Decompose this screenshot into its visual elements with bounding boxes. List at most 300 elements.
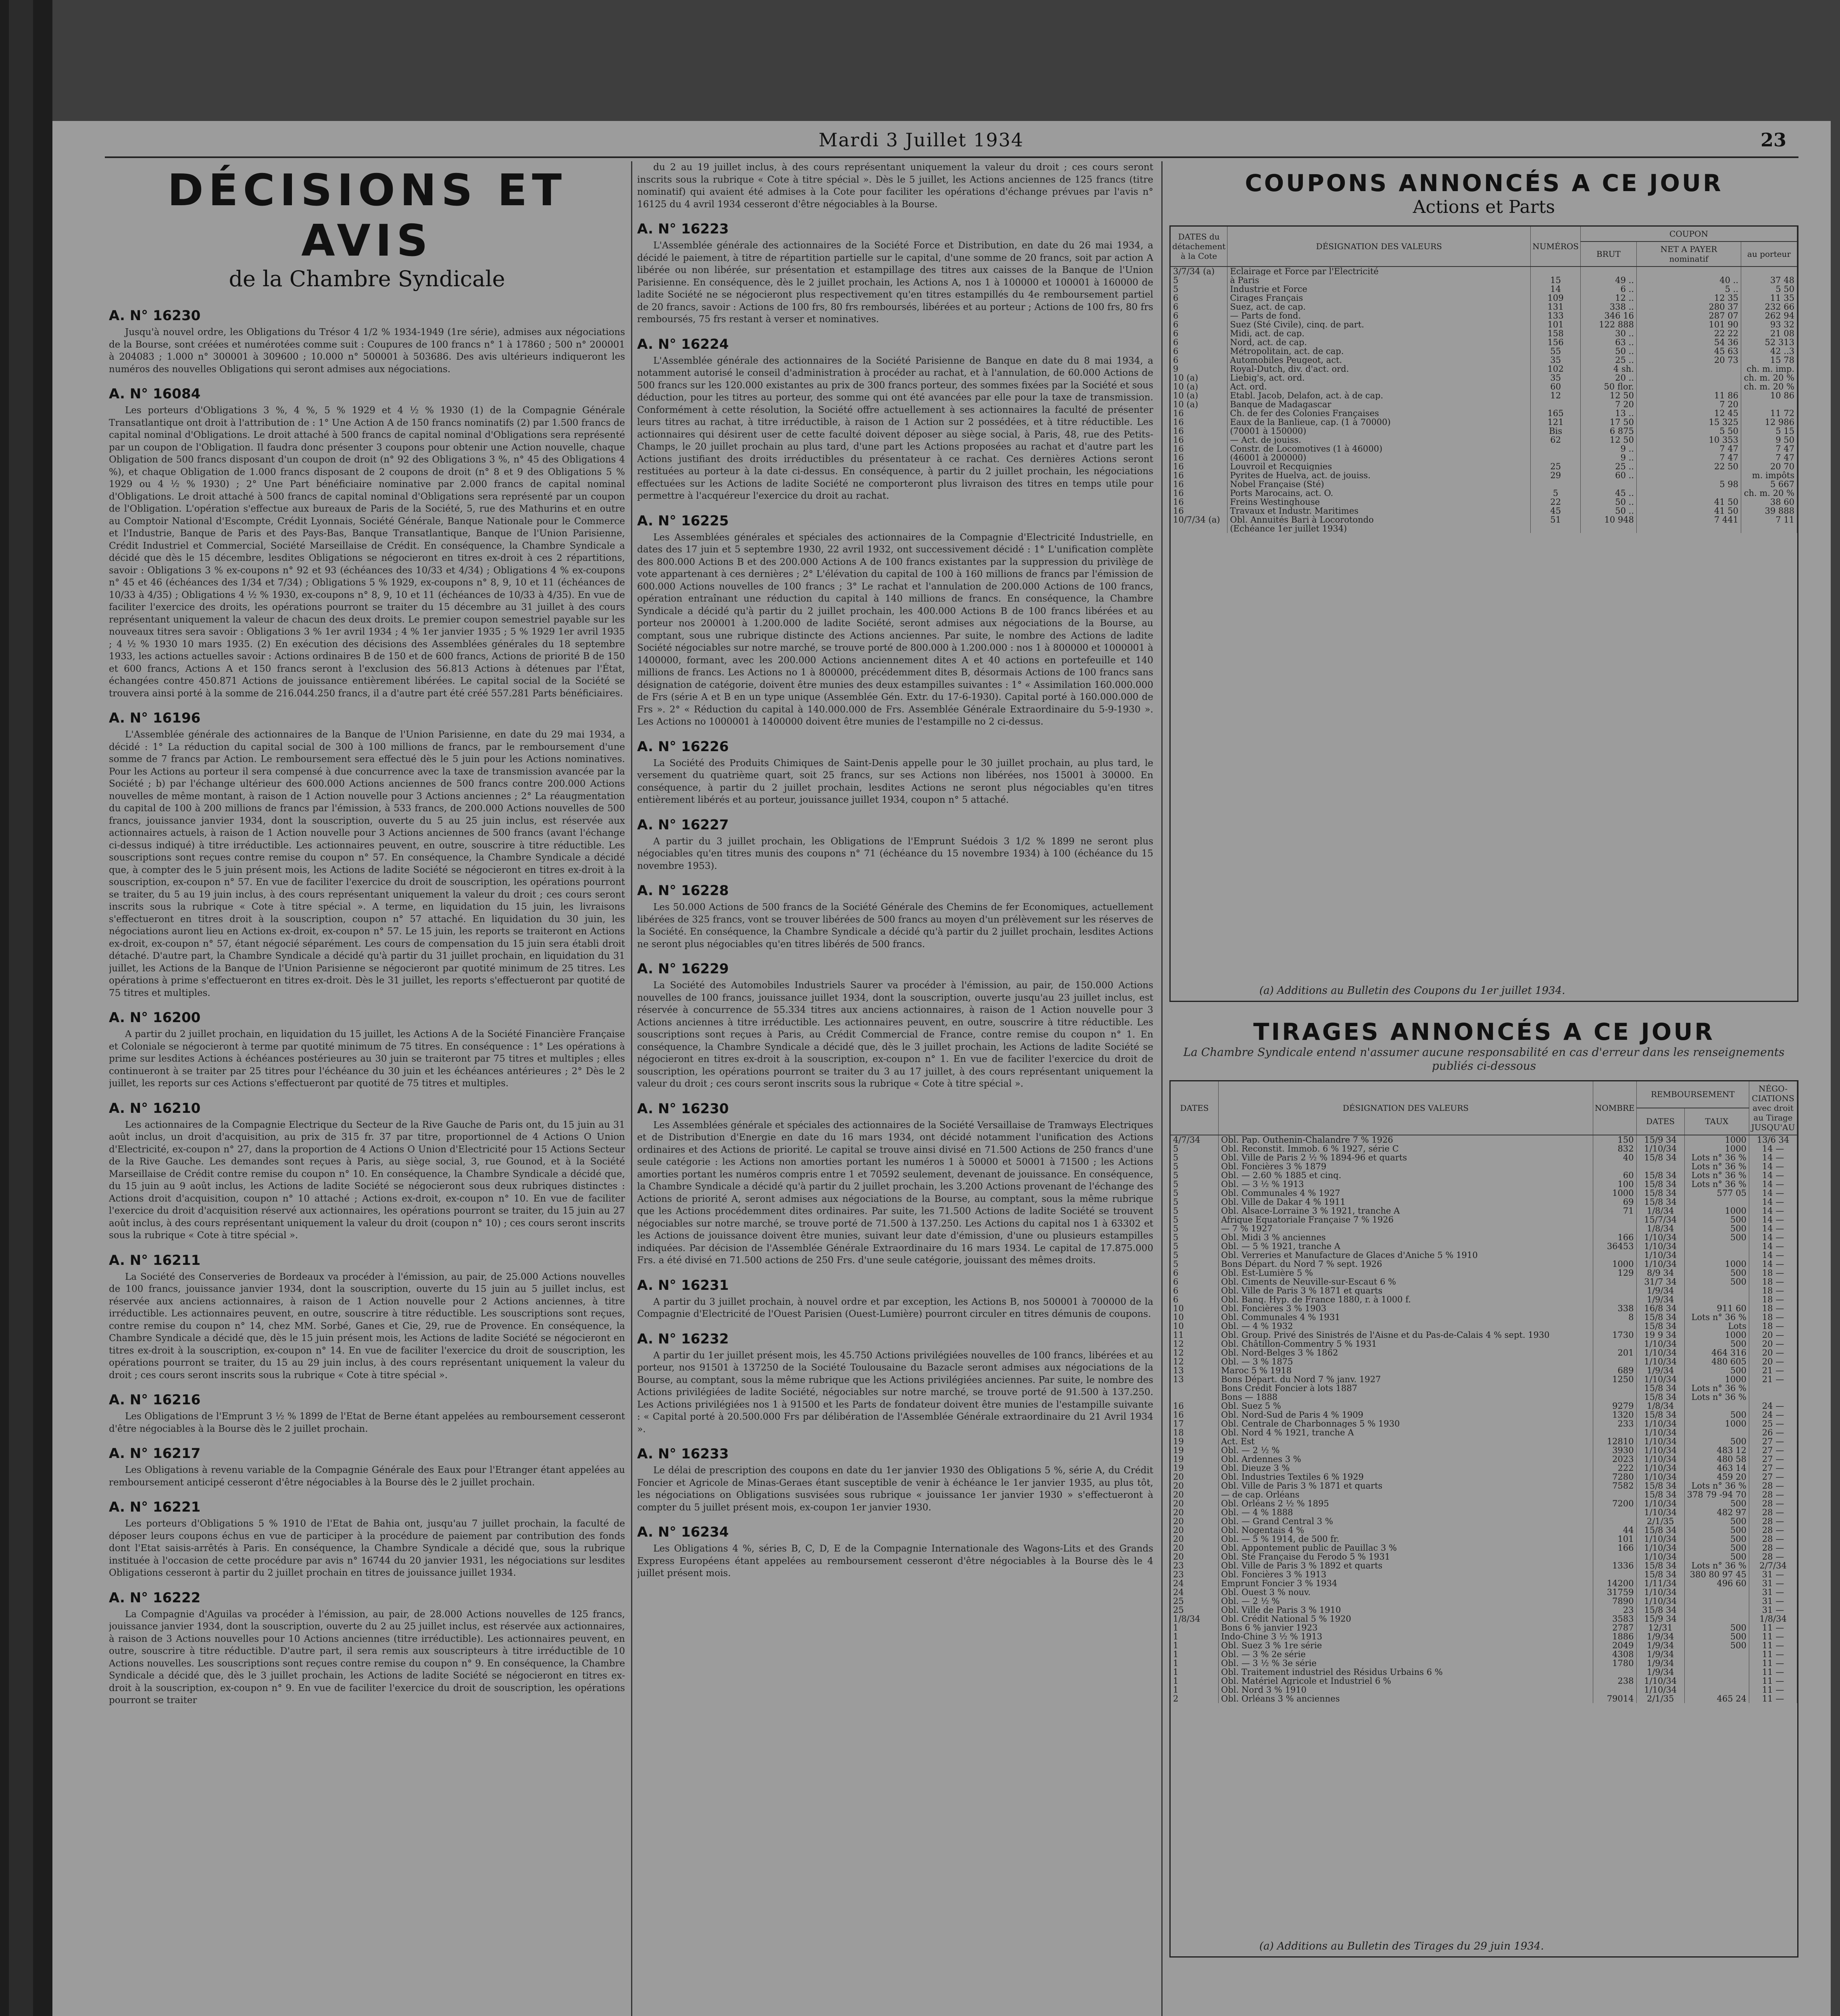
cell-designation: (70001 à 150000): [1227, 427, 1531, 435]
book-binding: [0, 0, 52, 2016]
cell-neg: 14 —: [1749, 1198, 1797, 1206]
cell-designation: Obl. — 3 % 2e série: [1219, 1650, 1593, 1659]
cell-neg: 14 —: [1749, 1180, 1797, 1189]
cell-nombre: 44: [1593, 1526, 1636, 1535]
table-row: [1171, 1251, 1797, 1260]
cell-neg: 28 —: [1749, 1526, 1797, 1535]
cell-date: 16: [1171, 427, 1227, 435]
table-row: [1171, 1543, 1797, 1552]
table-row: [1171, 1242, 1797, 1251]
notice-number: A. N° 16210: [109, 1100, 201, 1116]
cell-date: 19: [1171, 1446, 1219, 1455]
cell-num: Bis: [1531, 427, 1581, 435]
table-row: [1171, 320, 1797, 329]
cell-neg: 11 —: [1749, 1685, 1797, 1694]
cell-nominatif: 40 ..: [1637, 276, 1741, 285]
cell-brut: 7 20: [1581, 400, 1637, 409]
cell-date_r: 1/10/34: [1636, 1588, 1684, 1597]
cell-num: 109: [1531, 294, 1581, 302]
cell-taux: Lots n° 36 %: [1684, 1561, 1749, 1570]
notice: [637, 883, 1153, 950]
cell-date: 6: [1171, 329, 1227, 338]
table-row: [1171, 1552, 1797, 1561]
cell-designation: Obl. Ardennes 3 %: [1219, 1455, 1593, 1464]
notice-text: Les Obligations de l'Emprunt 3 ½ % 1899 de l'Etat de Berne étant appelées au remboursement cesseront d'être négociables à la Bourse dès le 2 juillet prochain.: [109, 1411, 625, 1434]
cell-date: 1: [1171, 1641, 1219, 1650]
cell-date_r: 2/1/35: [1636, 1517, 1684, 1526]
cell-designation: Bons 6 % janvier 1923: [1219, 1623, 1593, 1632]
cell-taux: 465 24: [1684, 1694, 1749, 1703]
cell-taux: [1684, 1650, 1749, 1659]
cell-taux: 500: [1684, 1224, 1749, 1233]
cell-designation: Travaux et Industr. Maritimes: [1227, 506, 1531, 515]
cell-neg: 11 —: [1749, 1677, 1797, 1685]
table-row: [1171, 409, 1797, 418]
cell-nominatif: 22 22: [1637, 329, 1741, 338]
cell-porteur: ch. m. 20 %: [1741, 382, 1797, 391]
notice-number: A. N° 16230: [109, 308, 201, 324]
table-row: [1171, 1322, 1797, 1331]
cell-date_r: 15/8 34: [1636, 1481, 1684, 1490]
cell-date: 12: [1171, 1348, 1219, 1357]
cell-nominatif: [1637, 489, 1741, 498]
cell-neg: 18 —: [1749, 1277, 1797, 1286]
tirages-disclaimer: La Chambre Syndicale entend n'assumer aucune responsabilité en cas d'erreur dans les renseignements publiés ci-dessous: [1183, 1045, 1785, 1073]
notice-text: L'Assemblée générale des actionnaires de la Société Parisienne de Banque en date du 8 mai 1934, a notamment autorisé le conseil d'administration à procéder au rachat, et à l'annulation, de 60.000 Actions de 500 francs sur les 120.000 existantes au prix de 300 francs porteur, des sommes fixées par la Société et sous déduction, pour les titres au porteur, des somme qui ont été avancées par elle pour la taxe de transmission. Conformément à cette résolution, la Société offre actuellement à ses actionnaires la faculté de présenter leurs titres au rachat, à titre irréductible, à raison de 1 Action sur 2 possédées, et à titre réductible. Les actionnaires qui désirent user de cette faculté doivent déposer au siège social, à Paris, 48, rue des Petits-Champs, le 20 juillet prochain au plus tard, d'une part les Actions proposées au rachat et d'autre part les Actions justifiant des droits irréductibles du présentateur à ce rachat. Ces dernières Actions seront restituées au porteur à la date ci-dessus. En conséquence, à partir du 2 juillet prochain, les négociations effectuées sur les Actions de ladite Société ne comporteront plus livraison des titres en temps utile pour permettre à l'acquéreur l'exercice du droit au rachat.: [637, 355, 1153, 501]
notice-number: A. N° 16233: [637, 1446, 729, 1462]
cell-neg: 27 —: [1749, 1464, 1797, 1472]
cell-taux: 500: [1684, 1526, 1749, 1535]
cell-date_r: 1/10/34: [1636, 1677, 1684, 1685]
cell-designation: Eclairage et Force par l'Electricité: [1227, 267, 1531, 276]
table-row: [1171, 1162, 1797, 1171]
cell-porteur: 37 48: [1741, 276, 1797, 285]
cell-date: 20: [1171, 1517, 1219, 1526]
cell-designation: Obl. Dieuze 3 %: [1219, 1464, 1593, 1472]
table-row: [1171, 1384, 1797, 1393]
continued-notice-text: du 2 au 19 juillet inclus, à des cours représentant uniquement la valeur du droit ; ces cours seront inscrits sous la rubrique « Cote à titre spécial ». Dès le 5 juillet, les Actions anciennes de 125 francs (titre nominatif) qui avaient été admises à la Cote pour faciliter les opérations d'échange prévues par l'avis n° 16125 du 4 avril 1934 cesseront d'être négociables à la Bourse.: [637, 162, 1153, 210]
cell-designation: Obl. Ville de Paris 3 % 1910: [1219, 1606, 1593, 1614]
table-row: [1171, 1366, 1797, 1375]
cell-date: 25: [1171, 1606, 1219, 1614]
cell-brut: 9 ..: [1581, 453, 1637, 462]
cell-designation: — Act. de jouiss.: [1227, 435, 1531, 444]
cell-designation: Obl. Ouest 3 % nouv.: [1219, 1588, 1593, 1597]
table-row: [1171, 1180, 1797, 1189]
middle-column: [637, 161, 1153, 2016]
cell-designation: Obl. Foncières 3 % 1879: [1219, 1162, 1593, 1171]
cell-nombre: 1886: [1593, 1632, 1636, 1641]
cell-designation: Obl. — 3 ½ % 3e série: [1219, 1659, 1593, 1668]
table-row: [1171, 1455, 1797, 1464]
cell-brut: 25 ..: [1581, 462, 1637, 471]
cell-designation: Obl. Ville de Dakar 4 % 1911: [1219, 1198, 1593, 1206]
cell-neg: 14 —: [1749, 1215, 1797, 1224]
cell-date: 10/7/34 (a): [1171, 515, 1227, 524]
cell-nominatif: 15 325: [1637, 418, 1741, 427]
cell-taux: 1000: [1684, 1135, 1749, 1144]
coupons-table: [1169, 225, 1798, 1002]
cell-designation: Obl. Nogentais 4 %: [1219, 1526, 1593, 1535]
cell-date: 5: [1171, 1198, 1219, 1206]
cell-num: [1531, 453, 1581, 462]
cell-date_r: 1/10/34: [1636, 1348, 1684, 1357]
cell-nominatif: 7 441: [1637, 515, 1741, 524]
cell-nombre: 166: [1593, 1543, 1636, 1552]
table-row: [1171, 471, 1797, 480]
cell-date_r: 1/10/34: [1636, 1455, 1684, 1464]
cell-neg: 11 —: [1749, 1659, 1797, 1668]
cell-designation: Act. ord.: [1227, 382, 1531, 391]
cell-porteur: 21 08: [1741, 329, 1797, 338]
cell-designation: Nobel Française (Sté): [1227, 480, 1531, 489]
cell-date_r: 15/8 34: [1636, 1153, 1684, 1162]
notice-number: A. N° 16234: [637, 1524, 729, 1540]
cell-neg: 27 —: [1749, 1472, 1797, 1481]
cell-date: 18: [1171, 1428, 1219, 1437]
cell-date: 9: [1171, 364, 1227, 373]
cell-date_r: 1/10/34: [1636, 1543, 1684, 1552]
cell-taux: 482 97: [1684, 1508, 1749, 1517]
tirages-table: [1169, 1080, 1798, 1958]
cell-designation: Obl. Alsace-Lorraine 3 % 1921, tranche A: [1219, 1206, 1593, 1215]
cell-nombre: 69: [1593, 1198, 1636, 1206]
cell-date_r: 15/9 34: [1636, 1614, 1684, 1623]
notice-text: Les Assemblées générales et spéciales des actionnaires de la Compagnie d'Electricité Industrielle, en dates des 17 juin et 5 septembre 1930, 22 avril 1932, ont successivement décidé : 1° L'unification complète des 800.000 Actions B et des 200.000 Actions A de 100 francs existantes par la suppression du privilège de vote appartenant à ces dernières ; 2° L'élévation du capital de 100 à 160 millions de francs par l'émission de 600.000 Actions nouvelles de 100 francs ; 3° Le rachat et l'annulation de 200.000 Actions de 100 francs, opération entraînant une réduction du capital à 140 millions de francs. En conséquence, la Chambre Syndicale a décidé qu'à partir du 2 juillet prochain, les 400.000 Actions B de 100 francs libérées et au porteur nos 200001 à 1.200.000 de ladite Société, seront admises aux négociations de la Bourse, au comptant, sous une rubrique distincte des Actions anciennes. Par suite, le nombre des Actions de ladite Société négociables sur notre marché, se trouve porté de 800.000 à 1.200.000 : nos 1 à 800000 et 1000001 à 1400000, formant, avec les 200.000 Actions anciennement dites A et 40 actions en portefeuille et 140 millions de francs. Les Actions no 1 à 800000, précédemment dites B, désormais Actions de 100 francs sans désignation de catégorie, doivent être munies des deux estampilles suivantes : 1° « Assimilation 160.000.000 de Frs (série A et B en un type unique (Assemblée Gén. Extr. du 17-6-1930). Capital porté à 160.000.000 de Frs ». 2° « Réduction du capital à 140.000.000 de Frs. Assemblée Générale Extraordinaire du 5-9-1930 ». Les Actions no 1000001 à 1400000 doivent être munies de l'estampille no 2 ci-dessus.: [637, 532, 1153, 727]
cell-date_r: 1/10/34: [1636, 1419, 1684, 1428]
cell-porteur: 5 50: [1741, 285, 1797, 294]
coupons-header-porteur: au porteur: [1741, 242, 1797, 267]
cell-neg: [1749, 1393, 1797, 1402]
cell-nominatif: [1637, 364, 1741, 373]
cell-nombre: 1730: [1593, 1331, 1636, 1339]
cell-designation: Obl. Pap. Outhenin-Chalandre 7 % 1926: [1219, 1135, 1593, 1144]
cell-designation: — Parts de fond.: [1227, 311, 1531, 320]
cell-designation: Royal-Dutch, div. d'act. ord.: [1227, 364, 1531, 373]
cell-date: 16: [1171, 1410, 1219, 1419]
cell-date_r: 12/31: [1636, 1623, 1684, 1632]
cell-date_r: 15/8 34: [1636, 1606, 1684, 1614]
cell-brut: 4 sh.: [1581, 364, 1637, 373]
tirages-addition-note: (a) Additions au Bulletin des Tirages du 29 juin 1934.: [1259, 1940, 1544, 1952]
cell-num: 101: [1531, 320, 1581, 329]
cell-neg: 28 —: [1749, 1508, 1797, 1517]
cell-nominatif: 22 50: [1637, 462, 1741, 471]
cell-date: 16: [1171, 489, 1227, 498]
cell-neg: 18 —: [1749, 1304, 1797, 1313]
cell-neg: 18 —: [1749, 1295, 1797, 1304]
notice-number: A. N° 16226: [637, 738, 729, 755]
cell-date: 1: [1171, 1668, 1219, 1677]
cell-designation: Obl. — 4 % 1932: [1219, 1322, 1593, 1331]
cell-brut: 60 ..: [1581, 471, 1637, 480]
cell-neg: 28 —: [1749, 1490, 1797, 1499]
cell-neg: 25 —: [1749, 1419, 1797, 1428]
cell-brut: 50 flor.: [1581, 382, 1637, 391]
cell-designation: Constr. de Locomotives (1 à 46000): [1227, 444, 1531, 453]
coupons-addition-note: (a) Additions au Bulletin des Coupons du 1er juillet 1934.: [1259, 985, 1565, 997]
notice-number: A. N° 16230: [637, 1100, 729, 1117]
table-row: [1171, 480, 1797, 489]
cell-date_r: 1/10/34: [1636, 1446, 1684, 1455]
cell-date: 1: [1171, 1650, 1219, 1659]
cell-designation: Obl. — 2 ½ %: [1219, 1446, 1593, 1455]
cell-date: 20: [1171, 1508, 1219, 1517]
cell-taux: 480 58: [1684, 1455, 1749, 1464]
cell-neg: 11 —: [1749, 1623, 1797, 1632]
cell-neg: 28 —: [1749, 1499, 1797, 1508]
cell-date_r: 15/8 34: [1636, 1180, 1684, 1189]
table-row: [1171, 1331, 1797, 1339]
cell-date_r: 1/10/34: [1636, 1597, 1684, 1606]
table-row: [1171, 1428, 1797, 1437]
cell-date_r: 1/11/34: [1636, 1579, 1684, 1588]
cell-brut: 50 ..: [1581, 347, 1637, 356]
cell-nominatif: [1637, 373, 1741, 382]
cell-date_r: 1/10/34: [1636, 1685, 1684, 1694]
cell-nombre: 7890: [1593, 1597, 1636, 1606]
cell-designation: Obl. — 3 ½ % 1913: [1219, 1180, 1593, 1189]
table-row: [1171, 1410, 1797, 1419]
cell-designation: Obl. Communales 4 % 1927: [1219, 1189, 1593, 1198]
cell-date: 16: [1171, 1402, 1219, 1410]
header-rule: [105, 156, 1798, 158]
cell-num: 35: [1531, 356, 1581, 364]
cell-nombre: [1593, 1508, 1636, 1517]
notice-number: A. N° 16216: [109, 1392, 201, 1408]
cell-date: 1: [1171, 1632, 1219, 1641]
cell-nombre: 12810: [1593, 1437, 1636, 1446]
table-row: [1171, 285, 1797, 294]
cell-taux: 1000: [1684, 1419, 1749, 1428]
cell-date_r: 2/1/35: [1636, 1694, 1684, 1703]
cell-neg: 14 —: [1749, 1153, 1797, 1162]
cell-nombre: [1593, 1393, 1636, 1402]
cell-taux: Lots: [1684, 1322, 1749, 1331]
cell-date_r: 15/8 34: [1636, 1322, 1684, 1331]
coupons-table-body: [1171, 267, 1797, 533]
cell-date: 10: [1171, 1304, 1219, 1313]
notice-text: Les porteurs d'Obligations 5 % 1910 de l'Etat de Bahia ont, jusqu'au 7 juillet prochain, la faculté de déposer leurs coupons échus en vue de participer à la procédure de paiement par contribution des fonds dont l'Etat saisis-arrêtés à Paris. En conséquence, la Chambre Syndicale a décidé que, sous la rubrique instituée à l'occasion de cette procédure par avis n° 16744 du 20 janvier 1931, les négociations sur lesdites Obligations cesseront à partir du 2 juillet prochain en titres de jouissance juillet 1934.: [109, 1518, 625, 1578]
notice-text: A partir du 1er juillet présent mois, les 45.750 Actions privilégiées nouvelles de 100 francs, libérées et au porteur, nos 91501 à 137250 de la Société Toulousaine du Bazacle seront admises aux négociations de la Bourse, au comptant, sous la même rubrique que les Actions privilégiées anciennes. Par suite, le nombre des Actions privilégiées de ladite Société, négociables sur notre marché, se trouve porté de 91.500 à 137.250. Les Actions privilégiées nos 1 à 91500 et les Parts de fondateur doivent être munies de l'estampille suivante : « Capital porté à 20.500.000 Frs par délibération de l'Assemblée Générale extraordinaire du 21 Avril 1934 ».: [637, 1350, 1153, 1435]
cell-date: 20: [1171, 1535, 1219, 1543]
cell-nombre: 1320: [1593, 1410, 1636, 1419]
cell-designation: Afrique Equatoriale Française 7 % 1926: [1219, 1215, 1593, 1224]
coupons-title: COUPONS ANNONCÉS A CE JOUR: [1245, 169, 1723, 197]
cell-designation: Obl. Annuités Bari à Locorotondo: [1227, 515, 1531, 524]
cell-date: 20: [1171, 1552, 1219, 1561]
cell-nombre: [1593, 1552, 1636, 1561]
table-row: [1171, 1419, 1797, 1428]
cell-nominatif: 11 86: [1637, 391, 1741, 400]
cell-nominatif: 54 36: [1637, 338, 1741, 347]
column-divider: [631, 161, 632, 2016]
notice-text: L'Assemblée générale des actionnaires de la Banque de l'Union Parisienne, en date du 29 mai 1934, a décidé : 1° La réduction du capital social de 300 à 100 millions de francs, par le remboursement d'une somme de 7 francs par Action. Le remboursement sera effectué dès le 5 juin pour les Actions nominatives. Pour les Actions au porteur il sera compensé à due concurrence avec la taxe de transmission avancée par la Société ; b) par l'échange ultérieur des 600.000 Actions anciennes de 500 francs contre 200.000 Actions nouvelles de même montant, à raison de 1 Action nouvelle pour 3 Actions anciennes ; 2° La réaugmentation du capital de 100 à 200 millions de francs par l'émission, à 533 francs, de 200.000 Actions nouvelles de 500 francs, jouissance janvier 1934, dont la souscription, ouverte du 5 au 25 juin inclus, est réservée aux actionnaires actuels, à raison de 1 Action nouvelle pour 3 Actions anciennes de 500 francs (avant l'échange ci-dessus indiqué) à titre irréductible. Les actionnaires peuvent, en outre, souscrire à titre réductible. Les souscriptions sont reçues contre remise du coupon n° 57. En conséquence, la Chambre Syndicale a décidé que, à compter des le 5 juin présent mois, les Actions de ladite Société se négocieront en titres ex-droit à la souscription, ex-coupon n° 57. En vue de faciliter l'exercice du droit de souscription, les opérations pourront se traiter, du 5 au 19 juin inclus, à des cours représentant uniquement la valeur du droit ; ces cours seront inscrits sous la rubrique « Cote à titre spécial ». A terme, en liquidation du 15 juin, les livraisons s'effectueront en titres droit à la souscription, coupon n° 57 attaché. En liquidation du 30 juin, les négociations auront lieu en Actions ex-droit, ex-coupon n° 57. Le 15 juin, les reports se traiteront en Actions ex-droit, ex-coupon n° 57, étant négocié séparément. Les cours de compensation du 15 juin sera établi droit détaché. D'autre part, la Chambre Syndicale a décidé qu'à partir du 31 juillet prochain, en liquidation du 31 juillet, les Actions de la Banque de l'Union Parisienne se négocieront par quotité minimum de 25 titres. Les opérations à prime s'effectueront en titres ex-droit. Dès le 31 juillet, les reports s'effectueront par quotité de 75 titres et multiples.: [109, 729, 625, 998]
cell-designation: Obl. Ville de Paris 3 % 1892 et quarts: [1219, 1561, 1593, 1570]
cell-designation: Obl. — 4 % 1888: [1219, 1508, 1593, 1517]
cell-num: [1531, 400, 1581, 409]
cell-date_r: 15/8 34: [1636, 1410, 1684, 1419]
cell-date: 16: [1171, 506, 1227, 515]
notice-text: A partir du 3 juillet prochain, à nouvel ordre et par exception, les Actions B, nos 500001 à 700000 de la Compagnie d'Electricité de l'Ouest Parisien (Ouest-Lumière) pourront circuler en titres démunis de coupons.: [637, 1296, 1153, 1319]
cell-nombre: 1250: [1593, 1375, 1636, 1384]
table-row: [1171, 1357, 1797, 1366]
cell-nombre: [1593, 1490, 1636, 1499]
decisions-column: [109, 161, 625, 2016]
cell-nominatif: [1637, 267, 1741, 276]
cell-date_r: 1/10/34: [1636, 1552, 1684, 1561]
cell-nombre: [1593, 1384, 1636, 1393]
table-row: [1171, 1614, 1797, 1623]
cell-neg: 26 —: [1749, 1428, 1797, 1437]
cell-date: 20: [1171, 1526, 1219, 1535]
cell-date: 1: [1171, 1623, 1219, 1632]
cell-designation: Obl. — 3 % 1875: [1219, 1357, 1593, 1366]
cell-date_r: 1/10/34: [1636, 1472, 1684, 1481]
cell-designation: Bons — 1888: [1219, 1393, 1593, 1402]
table-row: [1171, 1171, 1797, 1180]
cell-nombre: 2787: [1593, 1623, 1636, 1632]
cell-date: 6: [1171, 338, 1227, 347]
cell-brut: 45 ..: [1581, 489, 1637, 498]
table-row: [1171, 1206, 1797, 1215]
cell-num: 55: [1531, 347, 1581, 356]
tirages-table-body: [1171, 1135, 1797, 1703]
cell-designation: Obl. Reconstit. Immob. 6 % 1927, série C: [1219, 1144, 1593, 1153]
cell-date_r: 1/9/34: [1636, 1668, 1684, 1677]
table-row: [1171, 489, 1797, 498]
cell-date: 4/7/34: [1171, 1135, 1219, 1144]
cell-porteur: 7 47: [1741, 453, 1797, 462]
cell-nominatif: [1637, 524, 1741, 533]
notice-number: A. N° 16222: [109, 1589, 201, 1606]
notice: [109, 386, 625, 700]
cell-designation: Obl. Banq. Hyp. de France 1880, r. à 1000 f.: [1219, 1295, 1593, 1304]
cell-nominatif: 10 353: [1637, 435, 1741, 444]
cell-neg: 14 —: [1749, 1224, 1797, 1233]
cell-date: 10 (a): [1171, 382, 1227, 391]
cell-date: 6: [1171, 1286, 1219, 1295]
cell-neg: 13/6 34: [1749, 1135, 1797, 1144]
cell-taux: [1684, 1668, 1749, 1677]
cell-neg: 11 —: [1749, 1641, 1797, 1650]
cell-brut: 122 888: [1581, 320, 1637, 329]
notice: [637, 1101, 1153, 1267]
cell-taux: Lots n° 36 %: [1684, 1481, 1749, 1490]
cell-nombre: 9279: [1593, 1402, 1636, 1410]
cell-taux: 483 12: [1684, 1446, 1749, 1455]
table-row: [1171, 1313, 1797, 1322]
cell-nombre: 150: [1593, 1135, 1636, 1144]
cell-date: 5: [1171, 1189, 1219, 1198]
cell-brut: 17 50: [1581, 418, 1637, 427]
cell-num: 133: [1531, 311, 1581, 320]
cell-designation: Bons Départ. du Nord 7 % sept. 1926: [1219, 1260, 1593, 1268]
cell-date_r: 1/9/34: [1636, 1286, 1684, 1295]
table-row: [1171, 294, 1797, 302]
cell-date_r: 1/8/34: [1636, 1402, 1684, 1410]
cell-date_r: 1/10/34: [1636, 1260, 1684, 1268]
cell-designation: Indo-Chine 3 ½ % 1913: [1219, 1632, 1593, 1641]
table-row: [1171, 1402, 1797, 1410]
cell-date: [1171, 1393, 1219, 1402]
cell-designation: Obl. Orléans 2 ½ % 1895: [1219, 1499, 1593, 1508]
cell-neg: 11 —: [1749, 1632, 1797, 1641]
table-row: [1171, 1597, 1797, 1606]
cell-date: 16: [1171, 498, 1227, 506]
cell-nominatif: [1637, 382, 1741, 391]
tirages-header-dates: DATES: [1171, 1081, 1219, 1135]
cell-porteur: 5 667: [1741, 480, 1797, 489]
cell-taux: 500: [1684, 1552, 1749, 1561]
cell-date: 6: [1171, 347, 1227, 356]
cell-porteur: 15 78: [1741, 356, 1797, 364]
table-row: [1171, 1437, 1797, 1446]
cell-date: 5: [1171, 1144, 1219, 1153]
table-row: [1171, 1286, 1797, 1295]
cell-date: 20: [1171, 1481, 1219, 1490]
table-row: [1171, 1570, 1797, 1579]
cell-porteur: 10 86: [1741, 391, 1797, 400]
tirages-header-nombre: NOMBRE: [1593, 1081, 1636, 1135]
table-row: [1171, 1233, 1797, 1242]
coupons-header-numero: NUMÉROS: [1531, 227, 1581, 267]
notice: [109, 1100, 625, 1242]
header-date: Mardi 3 Juillet 1934: [819, 129, 1024, 151]
cell-neg: 14 —: [1749, 1144, 1797, 1153]
cell-designation: Obl. Foncières 3 % 1913: [1219, 1570, 1593, 1579]
cell-date: 12: [1171, 1357, 1219, 1366]
cell-nombre: [1593, 1215, 1636, 1224]
cell-brut: 49 ..: [1581, 276, 1637, 285]
cell-nombre: 1000: [1593, 1260, 1636, 1268]
cell-taux: 480 605: [1684, 1357, 1749, 1366]
cell-nombre: 7582: [1593, 1481, 1636, 1490]
cell-nombre: 129: [1593, 1268, 1636, 1277]
cell-taux: [1684, 1402, 1749, 1410]
cell-date_r: 1/10/34: [1636, 1357, 1684, 1366]
cell-date: 10 (a): [1171, 391, 1227, 400]
cell-neg: 20 —: [1749, 1339, 1797, 1348]
cell-num: 29: [1531, 471, 1581, 480]
cell-designation: Obl. — 5 % 1914, de 500 fr.: [1219, 1535, 1593, 1543]
cell-date_r: 1/10/34: [1636, 1251, 1684, 1260]
cell-nombre: 201: [1593, 1348, 1636, 1357]
cell-designation: Obl. — Grand Central 3 %: [1219, 1517, 1593, 1526]
cell-designation: Obl. Suez 3 % 1re série: [1219, 1641, 1593, 1650]
cell-date: 1/8/34: [1171, 1614, 1219, 1623]
cell-taux: [1684, 1428, 1749, 1437]
cell-neg: 14 —: [1749, 1162, 1797, 1171]
cell-designation: Obl. Ville de Paris 2 ½ % 1894-96 et quarts: [1219, 1153, 1593, 1162]
notice: [637, 817, 1153, 873]
cell-taux: 378 79 -94 70: [1684, 1490, 1749, 1499]
cell-designation: Obl. Nord-Belges 3 % 1862: [1219, 1348, 1593, 1357]
table-row: [1171, 1393, 1797, 1402]
table-row: [1171, 1668, 1797, 1677]
cell-designation: Obl. Appontement public de Pauillac 3 %: [1219, 1543, 1593, 1552]
cell-designation: Obl. Crédit National 5 % 1920: [1219, 1614, 1593, 1623]
cell-designation: Obl. Est-Lumière 5 %: [1219, 1268, 1593, 1277]
cell-taux: 459 20: [1684, 1472, 1749, 1481]
cell-date_r: 15/8 34: [1636, 1526, 1684, 1535]
cell-nominatif: 41 50: [1637, 498, 1741, 506]
cell-date: 5: [1171, 1215, 1219, 1224]
cell-nombre: [1593, 1322, 1636, 1331]
cell-brut: 25 ..: [1581, 356, 1637, 364]
cell-nombre: 832: [1593, 1144, 1636, 1153]
cell-neg: 14 —: [1749, 1251, 1797, 1260]
